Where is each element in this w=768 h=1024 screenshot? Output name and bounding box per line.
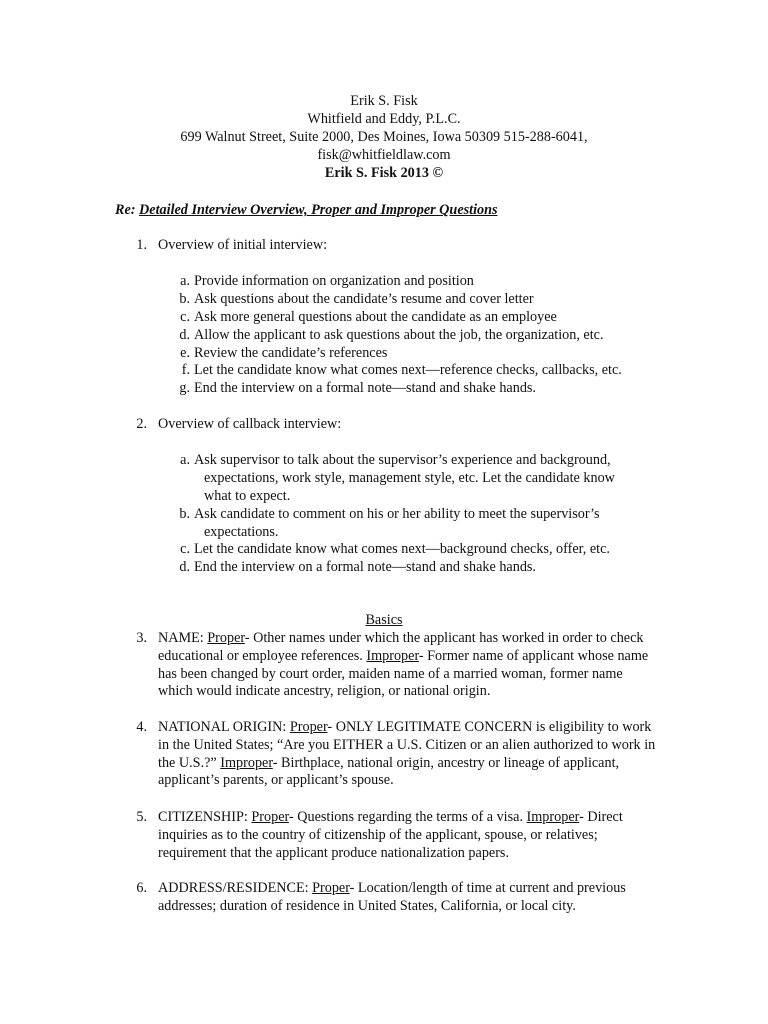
- improper-text: - Former name of applicant whose name has been changed by court order, maiden name of a married woman, former name which would indicate ancestry, religion, or national origin.: [158, 647, 649, 700]
- list-item: Ask candidate to comment on his or her ability to meet the supervisor’s: [194, 506, 600, 522]
- item-label: NATIONAL ORIGIN:: [158, 719, 287, 735]
- proper-text: - Questions regarding the terms of a visa.: [288, 809, 523, 825]
- author-email: fisk@whitfieldlaw.com: [317, 147, 451, 163]
- item-label: NAME:: [158, 630, 204, 646]
- list-item-continuation: expectations.: [204, 524, 279, 540]
- item-paragraph-citizenship: [158, 809, 658, 862]
- firm-address: 699 Walnut Street, Suite 2000, Des Moines, Iowa 50309 515-288-6041,: [180, 129, 588, 145]
- item-number: 3.: [136, 630, 147, 646]
- copyright-line: Erik S. Fisk 2013 ©: [324, 165, 444, 181]
- improper-text: - Birthplace, national origin, ancestry or lineage of applicant, applicant’s parents, or applicant’s spouse.: [158, 754, 620, 789]
- re-subject: Detailed Interview Overview, Proper and Improper Questions: [139, 202, 498, 218]
- item-number: 5.: [136, 809, 147, 825]
- list-item: Allow the applicant to ask questions about the job, the organization, etc.: [194, 327, 604, 343]
- list-item: Let the candidate know what comes next—reference checks, callbacks, etc.: [194, 362, 622, 378]
- item-label: ADDRESS/RESIDENCE:: [158, 880, 309, 896]
- proper-label: Proper: [312, 880, 350, 896]
- list-item: End the interview on a formal note—stand and shake hands.: [194, 380, 536, 396]
- improper-label: Improper: [366, 647, 419, 664]
- author-name: Erik S. Fisk: [350, 93, 418, 109]
- list-item-letter: f.: [181, 362, 190, 378]
- item-number: 6.: [136, 880, 147, 896]
- proper-label: Proper: [289, 719, 328, 735]
- list-item-continuation: expectations, work style, management style, etc. Let the candidate know: [204, 470, 615, 486]
- firm-name: Whitfield and Eddy, P.L.C.: [307, 111, 461, 127]
- section-number: 1.: [136, 237, 147, 253]
- re-prefix: Re:: [115, 202, 136, 218]
- proper-text: - ONLY LEGITIMATE CONCERN is eligibility to work in the United States; “Are you EITHER a U.S. Citizen or an alien authorized to work in the U.S.?”: [158, 719, 656, 771]
- item-paragraph-national-origin: [158, 719, 660, 790]
- list-item-letter: c.: [180, 309, 190, 325]
- item-number: 4.: [136, 719, 147, 735]
- list-item-letter: a.: [180, 273, 190, 289]
- proper-text: - Location/length of time at current and previous addresses; duration of residence in United States, California, or local city.: [158, 880, 626, 914]
- list-item-continuation: what to expect.: [204, 488, 291, 504]
- section-title: Overview of callback interview:: [158, 416, 342, 432]
- section-title: Overview of initial interview:: [158, 237, 328, 253]
- improper-label: Improper: [220, 754, 273, 771]
- list-item: Review the candidate’s references: [194, 345, 388, 361]
- proper-label: Proper: [251, 809, 289, 825]
- list-item: Ask supervisor to talk about the supervisor’s experience and background,: [194, 452, 611, 468]
- list-item-letter: e.: [180, 345, 190, 361]
- re-line: [115, 202, 498, 220]
- list-item: Provide information on organization and position: [194, 273, 474, 289]
- improper-text: - Direct inquiries as to the country of citizenship of the applicant, spouse, or relatives; requirement that the applicant produce nationalization papers.: [158, 809, 623, 861]
- list-item-letter: b.: [179, 506, 190, 522]
- list-item-letter: g.: [179, 380, 190, 396]
- list-item: Let the candidate know what comes next—background checks, offer, etc.: [194, 541, 610, 557]
- list-item-letter: c.: [180, 541, 190, 557]
- list-item: Ask more general questions about the candidate as an employee: [194, 309, 557, 325]
- list-item-letter: a.: [180, 452, 190, 468]
- item-label: CITIZENSHIP:: [158, 809, 248, 825]
- list-item: Ask questions about the candidate’s resume and cover letter: [194, 291, 534, 307]
- item-paragraph-name: [158, 630, 658, 701]
- list-item-letter: d.: [179, 327, 190, 343]
- list-item-letter: b.: [179, 291, 190, 307]
- proper-label: Proper: [207, 630, 245, 646]
- improper-label: Improper: [526, 809, 580, 825]
- section-number: 2.: [136, 416, 147, 432]
- list-item-letter: d.: [179, 559, 190, 575]
- basics-heading: Basics: [365, 612, 403, 628]
- item-paragraph-address: [158, 880, 658, 916]
- list-item: End the interview on a formal note—stand and shake hands.: [194, 559, 536, 575]
- proper-text: - Other names under which the applicant has worked in order to check educational or employee references.: [158, 630, 644, 664]
